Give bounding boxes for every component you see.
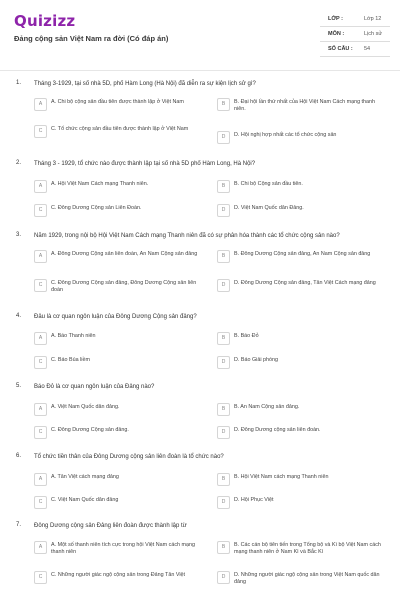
option-a[interactable] bbox=[34, 473, 204, 487]
question-number: 1. bbox=[16, 80, 22, 86]
meta-value: Lớp 12 bbox=[364, 16, 382, 22]
option-letter: A bbox=[34, 332, 47, 345]
option-b[interactable] bbox=[217, 473, 387, 487]
option-a[interactable] bbox=[34, 403, 204, 417]
meta-label: LỚP : bbox=[328, 16, 343, 22]
option-letter: C bbox=[34, 204, 47, 217]
option-text: A. Việt Nam Quốc dân đảng. bbox=[51, 404, 120, 410]
option-c[interactable] bbox=[34, 496, 204, 510]
meta-value: 54 bbox=[364, 46, 371, 52]
option-letter: C bbox=[34, 356, 47, 369]
option-d[interactable] bbox=[217, 279, 387, 293]
option-b[interactable] bbox=[217, 332, 387, 346]
option-a[interactable] bbox=[34, 98, 204, 112]
option-text: D. Hội Phục Việt bbox=[234, 497, 274, 503]
question-number: 2. bbox=[16, 160, 22, 166]
option-text: A. Đông Dương Cộng sản liên đoàn, An Nam Cộng sản đảng bbox=[51, 251, 198, 257]
option-letter: A bbox=[34, 98, 47, 111]
option-c[interactable] bbox=[34, 571, 204, 585]
option-a[interactable] bbox=[34, 541, 204, 555]
option-letter: B bbox=[217, 541, 230, 554]
option-text: C. Đông Dương Cộng sản đảng, Đông Dương Cộng sản liên đoàn bbox=[51, 280, 197, 293]
question-text: Đông Dương cộng sản Đảng liên đoàn được thành lập từ bbox=[34, 523, 187, 529]
question-text: Tháng 3-1929, tại số nhà 5D, phố Hàm Long (Hà Nội) đã diễn ra sự kiện lịch sử gì? bbox=[34, 81, 256, 87]
option-letter: A bbox=[34, 473, 47, 486]
option-letter: B bbox=[217, 473, 230, 486]
option-b[interactable] bbox=[217, 98, 387, 112]
option-a[interactable] bbox=[34, 332, 204, 346]
option-text: D. Đông Dương cộng sản liên đoàn. bbox=[234, 427, 321, 433]
option-letter: D bbox=[217, 131, 230, 144]
option-letter: B bbox=[217, 403, 230, 416]
option-text: A. Báo Thanh niên bbox=[51, 333, 96, 339]
option-c[interactable] bbox=[34, 125, 204, 139]
meta-row-count bbox=[320, 44, 390, 57]
option-letter: C bbox=[34, 125, 47, 138]
question-text: Báo Đỏ là cơ quan ngôn luận của Đảng nào? bbox=[34, 384, 155, 390]
question-text: Tháng 3 - 1929, tổ chức nào được thành lập tại số nhà 5D phố Hàm Long, Hà Nội? bbox=[34, 161, 256, 167]
option-letter: D bbox=[217, 356, 230, 369]
option-d[interactable] bbox=[217, 204, 387, 218]
option-c[interactable] bbox=[34, 356, 204, 370]
option-text: C. Báo Búa liềm bbox=[51, 357, 90, 363]
option-text: C. Tổ chức cộng sản đầu tiên được thành lập ở Việt Nam bbox=[51, 126, 189, 132]
option-text: C. Việt Nam Quốc dân đảng bbox=[51, 497, 119, 503]
option-b[interactable] bbox=[217, 180, 387, 194]
option-d[interactable] bbox=[217, 571, 387, 585]
option-text: B. Đông Dương Cộng sản đảng, An Nam Cộng sản đảng bbox=[234, 251, 371, 257]
option-letter: C bbox=[34, 426, 47, 439]
option-text: D. Việt Nam Quốc dân Đảng. bbox=[234, 205, 304, 211]
option-b[interactable] bbox=[217, 541, 387, 555]
option-text: B. Các cán bộ tiên tiến trong Tổng bộ và Kì bộ Việt Nam cách mạng thanh niên ở Nam Kì và Bắc Kì bbox=[234, 542, 381, 555]
option-text: D. Đông Dương Cộng sản đảng, Tân Việt Cách mạng đảng bbox=[234, 280, 376, 286]
option-text: B. An Nam Cộng sản đảng. bbox=[234, 404, 300, 410]
option-letter: A bbox=[34, 541, 47, 554]
meta-value: Lịch sử bbox=[364, 31, 383, 37]
option-letter: C bbox=[34, 279, 47, 292]
question-text: Năm 1929, trong nội bộ Hội Việt Nam Cách mạng Thanh niên đã có sự phân hóa thành các tổ chức cộng sản nào? bbox=[34, 233, 340, 239]
option-letter: B bbox=[217, 332, 230, 345]
option-b[interactable] bbox=[217, 403, 387, 417]
option-text: B. Báo Đỏ bbox=[234, 333, 259, 339]
meta-row-subject bbox=[320, 29, 390, 42]
option-text: C. Đông Dương Cộng sản đảng. bbox=[51, 427, 129, 433]
document-title: Đảng cộng sản Việt Nam ra đời (Có đáp án) bbox=[14, 34, 169, 43]
question-text: Đâu là cơ quan ngôn luận của Đông Dương Cộng sản đảng? bbox=[34, 314, 197, 320]
option-letter: A bbox=[34, 403, 47, 416]
option-letter: C bbox=[34, 571, 47, 584]
option-text: A. Tân Việt cách mạng đảng bbox=[51, 474, 119, 480]
option-c[interactable] bbox=[34, 204, 204, 218]
question-number: 4. bbox=[16, 313, 22, 319]
option-text: A. Một số thanh niên tích cực trong hội Việt Nam cách mạng thanh niên bbox=[51, 542, 196, 555]
option-a[interactable] bbox=[34, 180, 204, 194]
document-header bbox=[0, 0, 400, 68]
option-d[interactable] bbox=[217, 426, 387, 440]
option-text: B. Chi bộ Cộng sản đầu tiên. bbox=[234, 181, 303, 187]
option-b[interactable] bbox=[217, 250, 387, 264]
option-text: A. Hội Việt Nam Cách mạng Thanh niên. bbox=[51, 181, 149, 187]
option-d[interactable] bbox=[217, 496, 387, 510]
option-letter: B bbox=[217, 98, 230, 111]
option-d[interactable] bbox=[217, 131, 387, 145]
option-letter: A bbox=[34, 250, 47, 263]
option-text: C. Những người giác ngộ cộng sản trong Đảng Tân Việt bbox=[51, 572, 186, 578]
option-letter: D bbox=[217, 496, 230, 509]
option-text: A. Chi bộ cộng sản đầu tiên được thành lập ở Việt Nam bbox=[51, 99, 184, 105]
question-number: 6. bbox=[16, 453, 22, 459]
option-text: C. Đông Dương Cộng sản Liên Đoàn. bbox=[51, 205, 142, 211]
quizizz-logo: Quizizz bbox=[14, 12, 76, 30]
option-c[interactable] bbox=[34, 426, 204, 440]
question-text: Tổ chức tiền thân của Đông Dương cộng sản liên đoàn là tổ chức nào? bbox=[34, 454, 224, 460]
option-a[interactable] bbox=[34, 250, 204, 264]
option-letter: B bbox=[217, 180, 230, 193]
header-divider bbox=[0, 70, 400, 71]
option-d[interactable] bbox=[217, 356, 387, 370]
option-text: D. Báo Giải phóng bbox=[234, 357, 279, 363]
meta-label: SỐ CÂU : bbox=[328, 46, 353, 52]
option-text: D. Những người giác ngộ cộng sản trong Việt Nam quốc dân đảng bbox=[234, 572, 380, 585]
meta-label: MÔN : bbox=[328, 31, 345, 37]
option-text: B. Hội Việt Nam cách mạng Thanh niên bbox=[234, 474, 329, 480]
question-number: 7. bbox=[16, 522, 22, 528]
question-number: 3. bbox=[16, 232, 22, 238]
meta-row-class bbox=[320, 14, 390, 27]
option-letter: B bbox=[217, 250, 230, 263]
option-letter: D bbox=[217, 571, 230, 584]
option-letter: D bbox=[217, 426, 230, 439]
option-letter: A bbox=[34, 180, 47, 193]
option-letter: C bbox=[34, 496, 47, 509]
option-text: D. Hội nghị hợp nhất các tổ chức cộng sản bbox=[234, 132, 337, 138]
option-letter: D bbox=[217, 279, 230, 292]
option-c[interactable] bbox=[34, 279, 204, 293]
option-text: B. Đại hội lần thứ nhất của Hội Việt Nam Cách mạng thanh niên. bbox=[234, 99, 376, 112]
question-number: 5. bbox=[16, 383, 22, 389]
option-letter: D bbox=[217, 204, 230, 217]
